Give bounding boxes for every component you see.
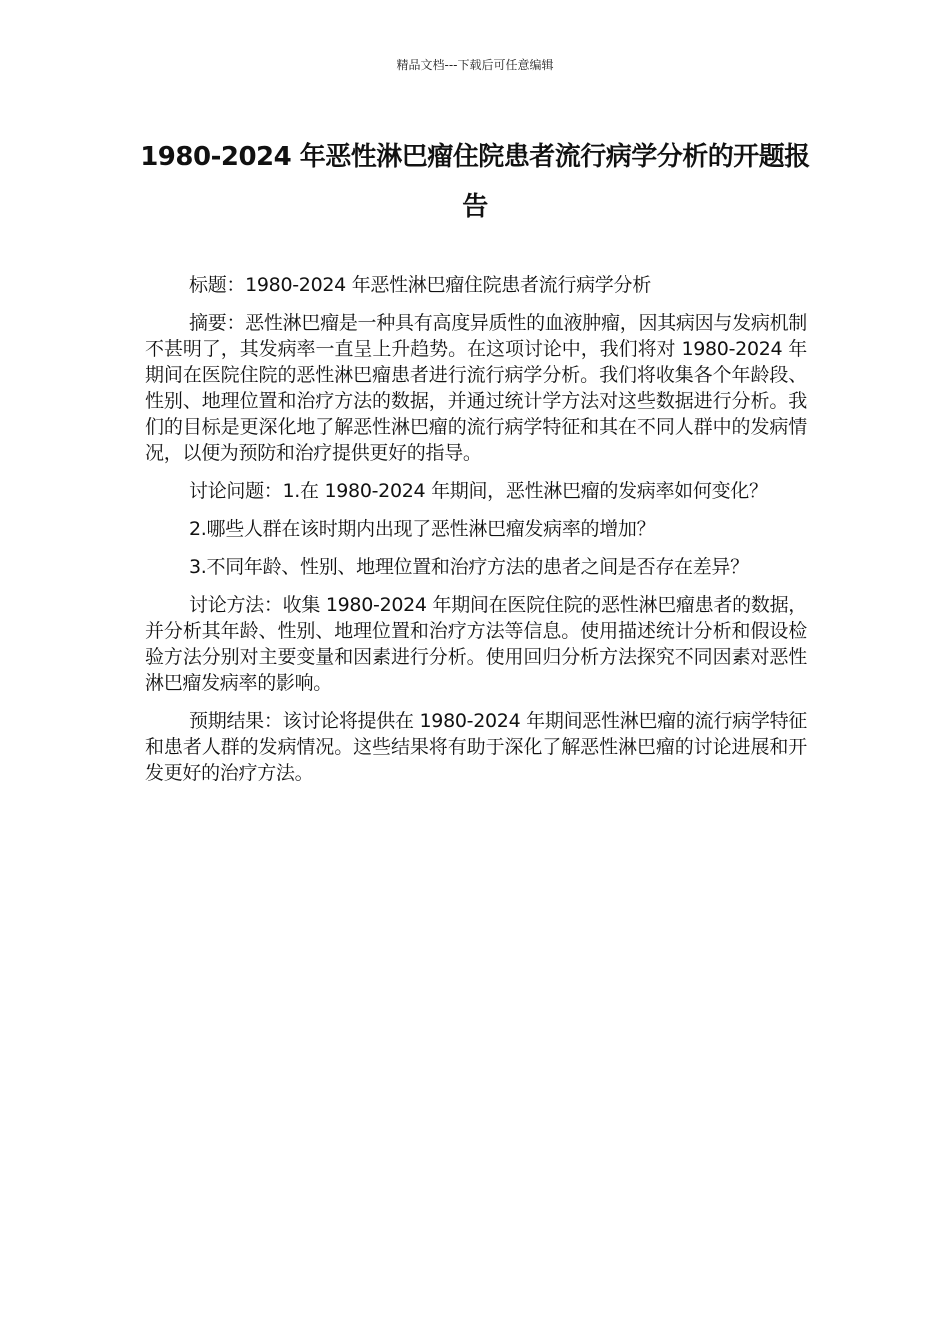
paragraph-question-2: 2.哪些人群在该时期内出现了恶性淋巴瘤发病率的增加？ (189, 518, 656, 540)
paragraph-question-3: 3.不同年龄、性别、地理位置和治疗方法的患者之间是否存在差异？ (189, 556, 749, 578)
document-title: 1980-2024 年恶性淋巴瘤住院患者流行病学分析的开题报告 (140, 142, 810, 222)
paragraph-question-1: 讨论问题：1.在 1980-2024 年期间，恶性淋巴瘤的发病率如何变化？ (189, 480, 768, 502)
document-body (145, 272, 807, 798)
paragraph-methods: 讨论方法：收集 1980-2024 年期间在医院住院的恶性淋巴瘤患者的数据，并分析其年龄、性别、地理位置和治疗方法等信息。使用描述统计分析和假设检验方法分别对主要变量和因素进行分析。使用回归分析方法探究不同因素对恶性淋巴瘤发病率的影响。 (145, 594, 807, 694)
paragraph-title-line: 标题：1980-2024 年恶性淋巴瘤住院患者流行病学分析 (189, 274, 651, 296)
header-note: 精品文档---下载后可任意编辑 (396, 58, 554, 72)
paragraph-abstract: 摘要：恶性淋巴瘤是一种具有高度异质性的血液肿瘤，因其病因与发病机制不甚明了，其发病率一直呈上升趋势。在这项讨论中，我们将对 1980-2024 年期间在医院住院的恶性淋巴瘤患者进行流行病学分析。我们将收集各个年龄段、性别、地理位置和治疗方法的数据，并通过统计学方法对这些数据进行分析。我们的目标是更深化地了解恶性淋巴瘤的流行病学特征和其在不同人群中的发病情况，以便为预防和治疗提供更好的指导。 (145, 312, 807, 464)
paragraph-expected-results: 预期结果：该讨论将提供在 1980-2024 年期间恶性淋巴瘤的流行病学特征和患者人群的发病情况。这些结果将有助于深化了解恶性淋巴瘤的讨论进展和开发更好的治疗方法。 (145, 710, 807, 784)
